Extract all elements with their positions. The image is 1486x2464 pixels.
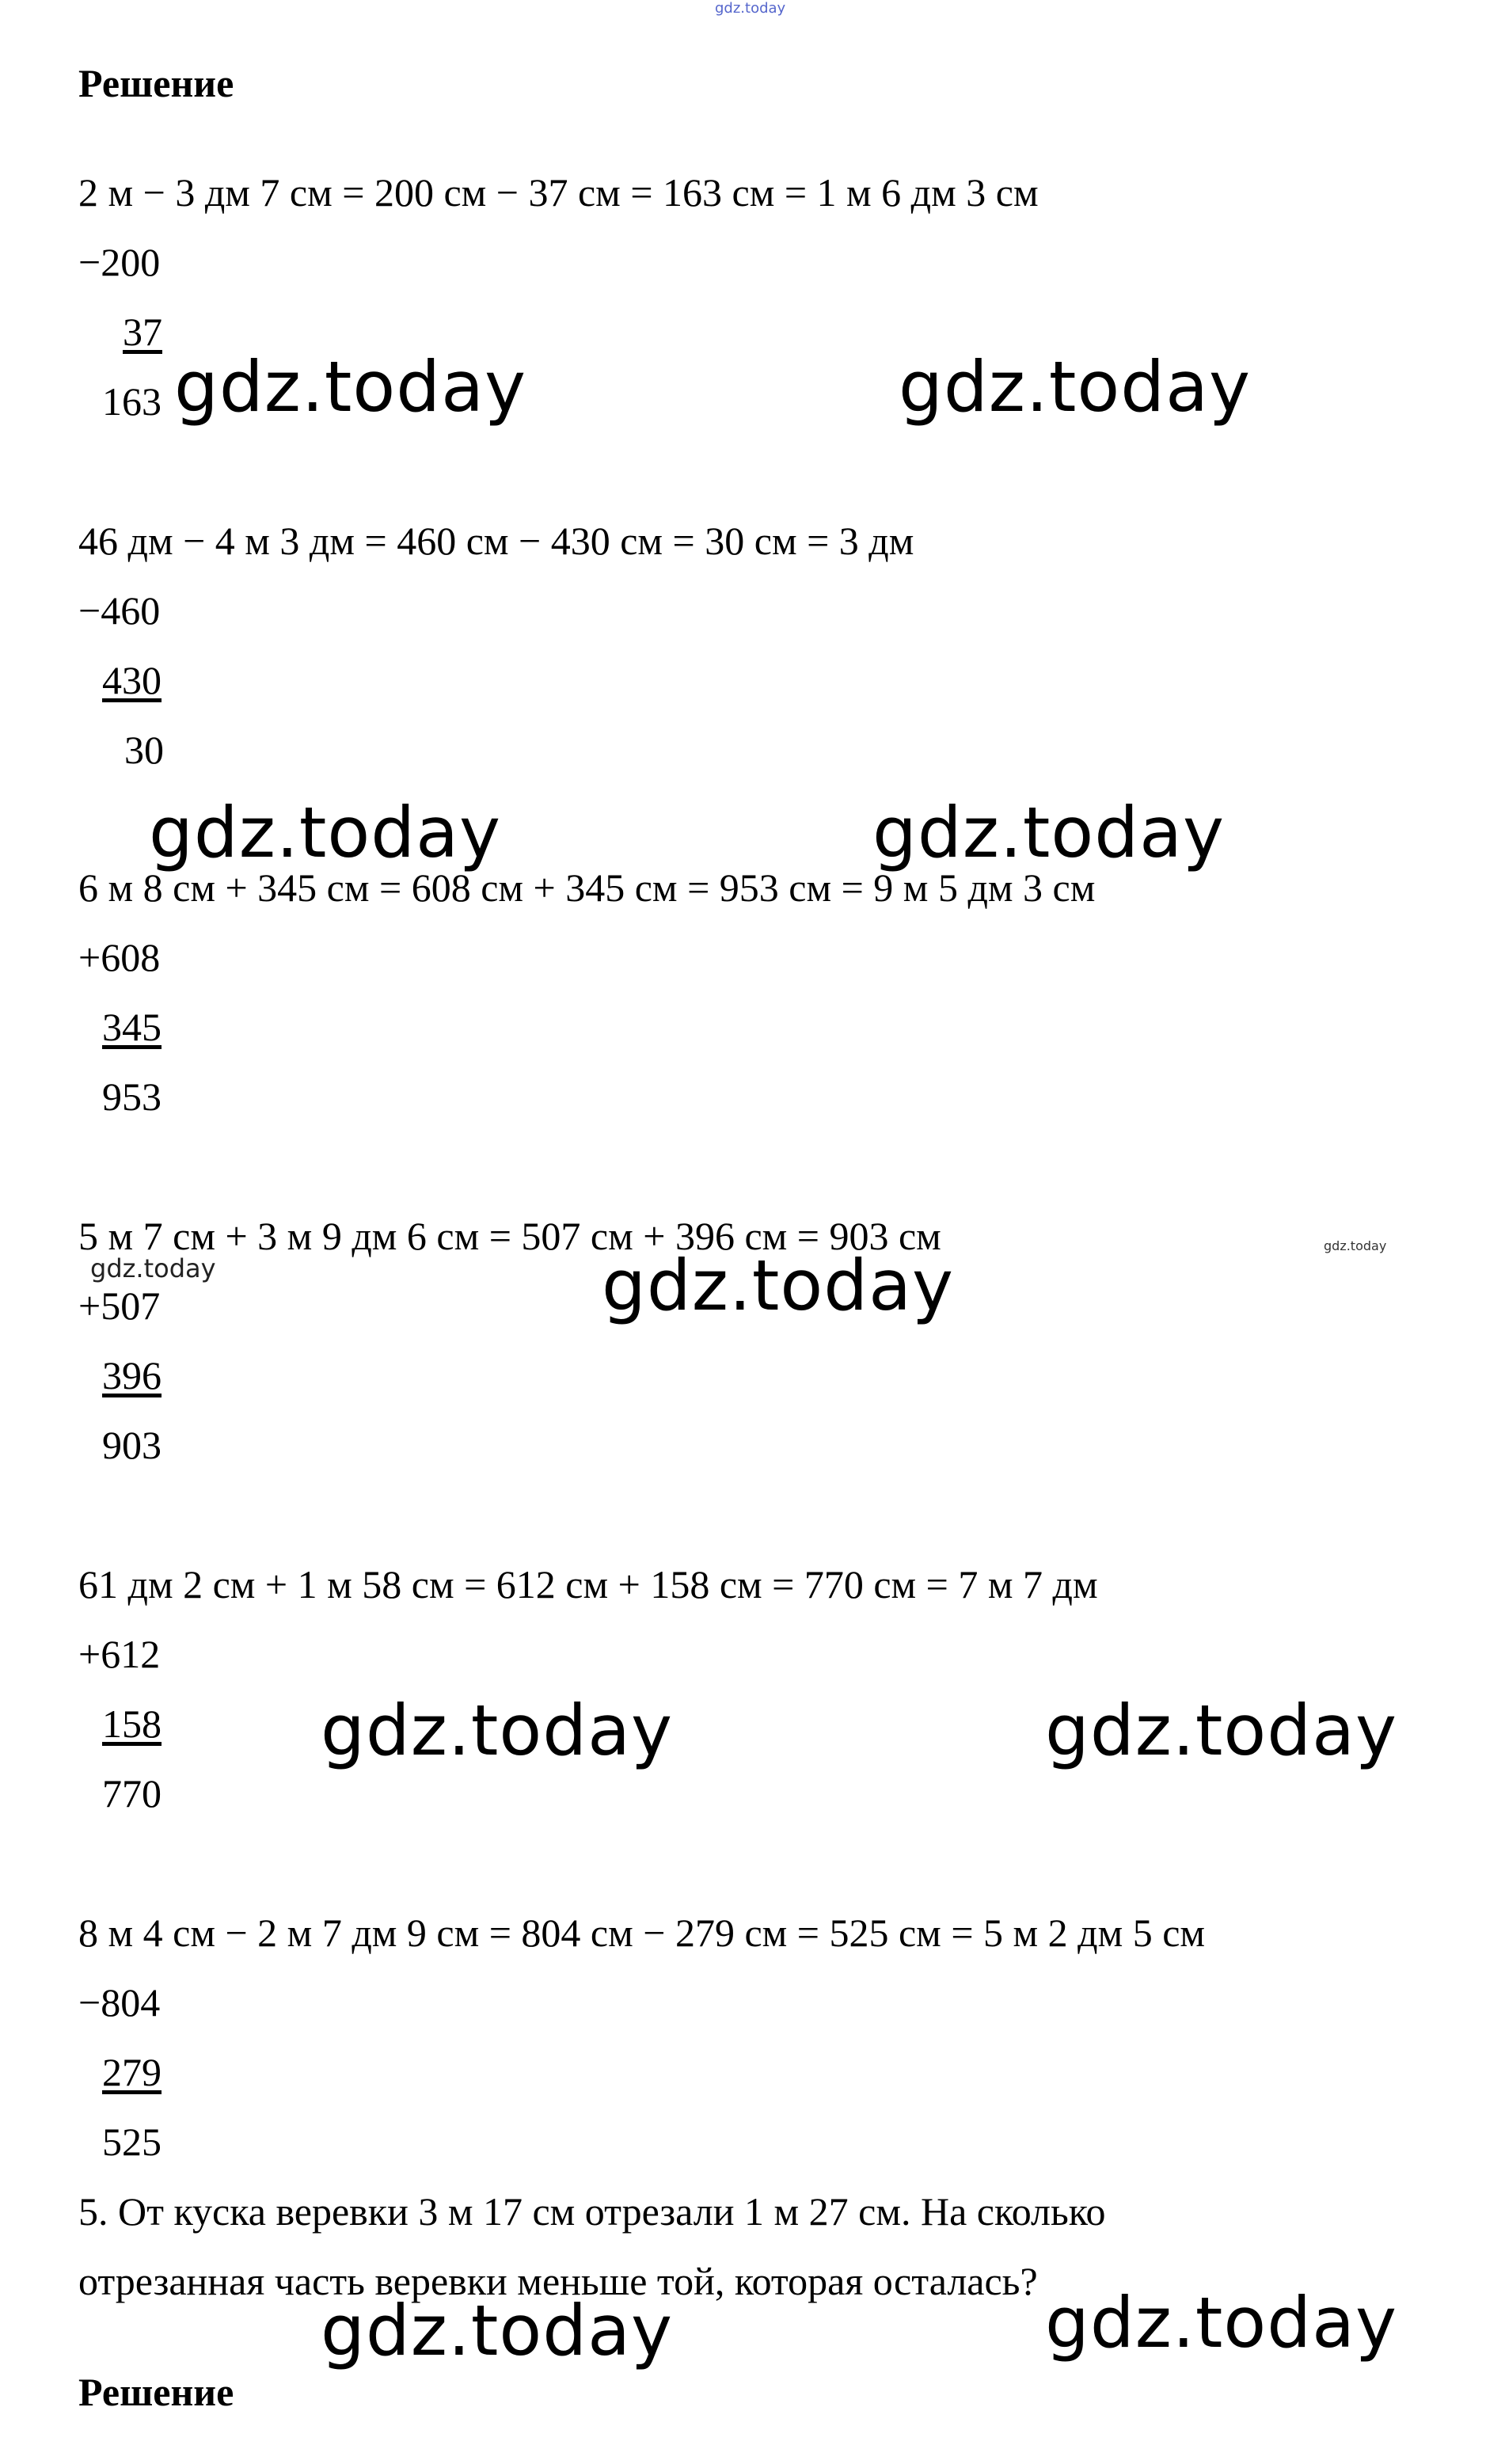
column-result: 163	[102, 379, 162, 424]
column-result: 770	[102, 1771, 162, 1816]
watermark-small: gdz.today	[90, 1253, 216, 1283]
column-subtrahend	[102, 2052, 162, 2092]
watermark: gdz.today	[174, 346, 527, 428]
column-addend	[102, 1353, 162, 1397]
watermark: gdz.today	[1045, 1690, 1398, 1771]
equation-line: 6 м 8 см + 345 см = 608 см + 345 см = 953 см = 9 м 5 дм 3 см	[78, 865, 1096, 910]
column-operation: −460	[78, 588, 161, 633]
watermark-tiny: gdz.today	[1324, 1238, 1387, 1253]
column-operation: −200	[78, 240, 161, 284]
column-operation: +507	[78, 1283, 161, 1328]
problem-text-line-1: 5. От куска веревки 3 м 17 см отрезали 1 м 27 см. На сколько	[78, 2189, 1106, 2234]
equation-line: 2 м − 3 дм 7 см = 200 см − 37 см = 163 см = 1 м 6 дм 3 см	[78, 170, 1039, 215]
column-addend-value: 396	[102, 1353, 162, 1397]
solution-heading: Решение	[78, 61, 234, 105]
watermark: gdz.today	[321, 2290, 674, 2371]
column-operation: −804	[78, 1980, 161, 2025]
column-result: 903	[102, 1423, 162, 1467]
equation-line: 61 дм 2 см + 1 м 58 см = 612 см + 158 см = 770 см = 7 м 7 дм	[78, 1562, 1098, 1607]
column-subtrahend-value: 37	[123, 310, 162, 354]
column-result: 953	[102, 1074, 162, 1119]
column-subtrahend-value: 430	[102, 658, 162, 702]
watermark: gdz.today	[1045, 2282, 1398, 2363]
equation-line: 46 дм − 4 м 3 дм = 460 см − 430 см = 30 см = 3 дм	[78, 519, 914, 563]
column-subtrahend	[102, 312, 162, 352]
column-result: 30	[124, 728, 164, 772]
watermark: gdz.today	[899, 346, 1252, 428]
watermark: gdz.today	[872, 792, 1226, 873]
solution-heading-2: Решение	[78, 2370, 234, 2414]
column-addend-value: 158	[102, 1702, 162, 1746]
watermark: gdz.today	[602, 1245, 955, 1326]
column-operation: +612	[78, 1632, 161, 1676]
watermark-top: gdz.today	[715, 0, 786, 17]
equation-line: 8 м 4 см − 2 м 7 дм 9 см = 804 см − 279 см = 525 см = 5 м 2 дм 5 см	[78, 1911, 1206, 1955]
problem-text-line-2: отрезанная часть веревки меньше той, которая осталась?	[78, 2259, 1038, 2303]
equation-line: 5 м 7 см + 3 м 9 дм 6 см = 507 см + 396 см = 903 см	[78, 1214, 941, 1258]
column-subtrahend-value: 279	[102, 2050, 162, 2094]
column-subtrahend	[102, 660, 162, 700]
column-addend-value: 345	[102, 1005, 162, 1049]
watermark: gdz.today	[149, 792, 502, 873]
column-operation: +608	[78, 935, 161, 979]
column-result: 525	[102, 2120, 162, 2164]
watermark: gdz.today	[321, 1690, 674, 1771]
column-addend	[102, 1702, 162, 1746]
column-addend	[102, 1007, 162, 1047]
